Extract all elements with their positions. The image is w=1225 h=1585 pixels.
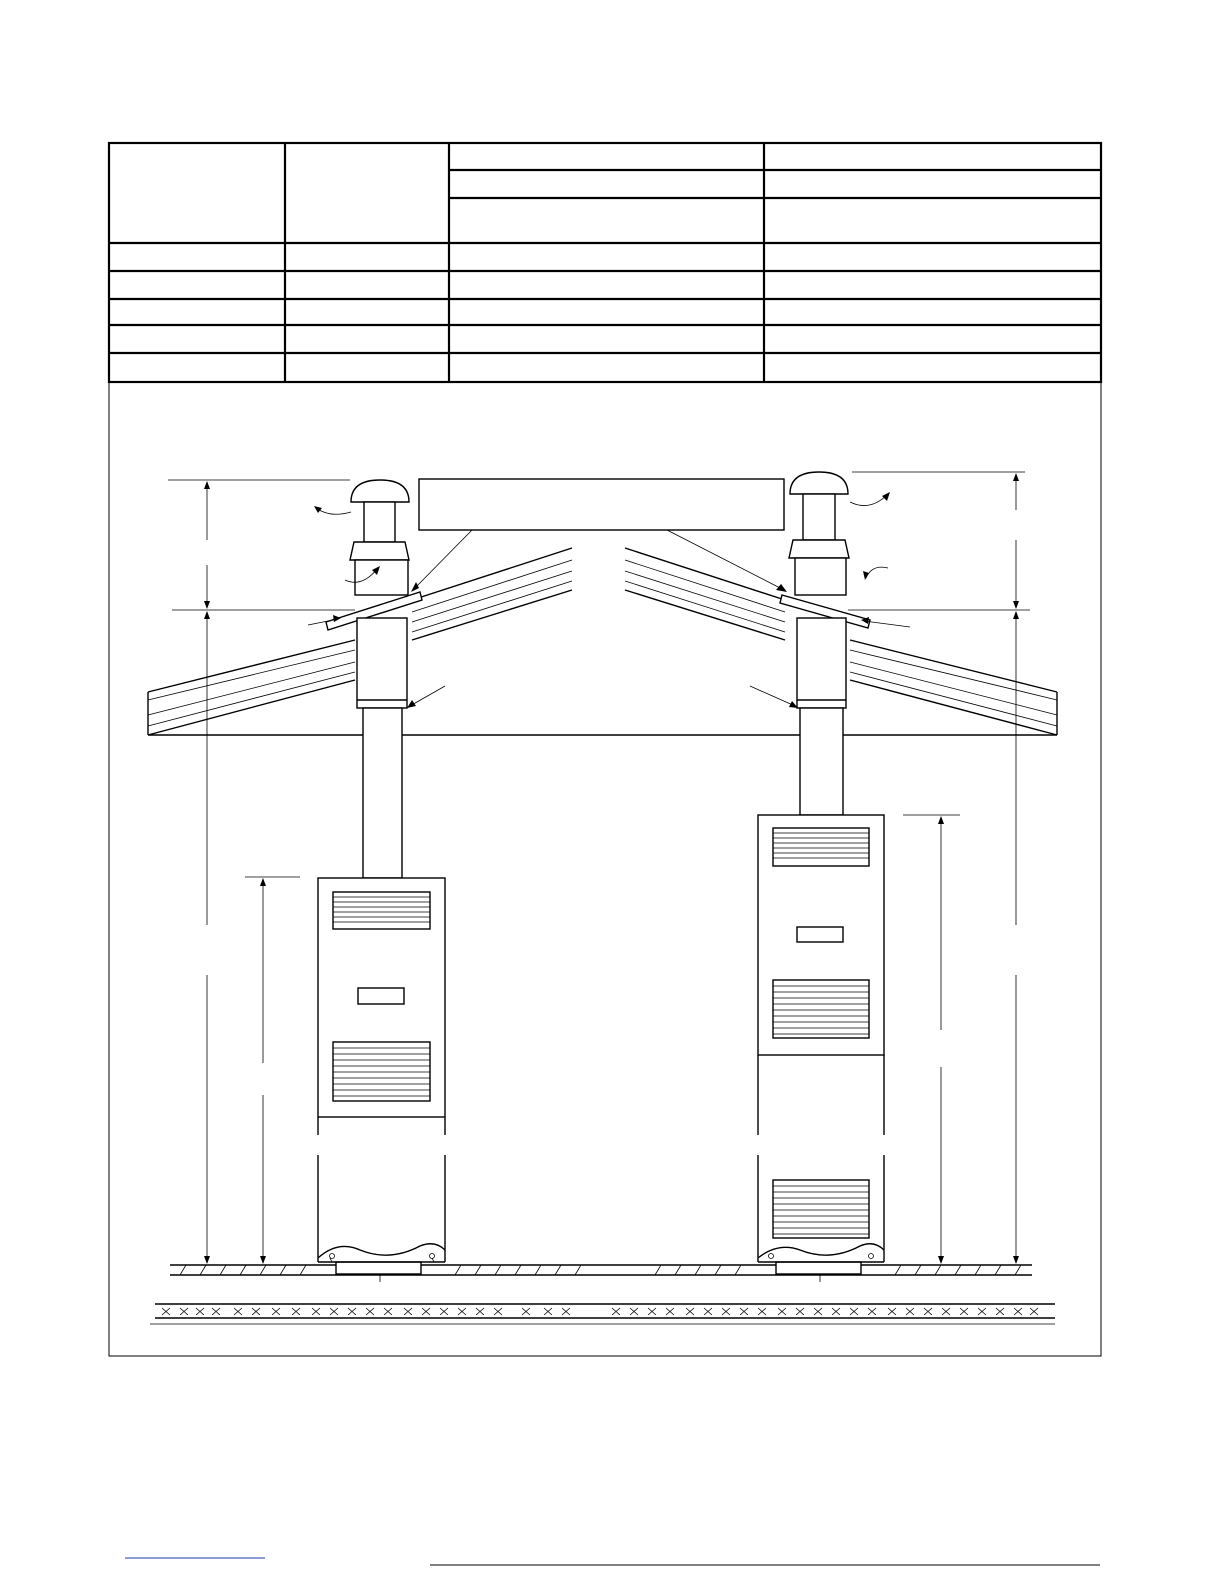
dim-arrowhead — [1013, 611, 1019, 619]
dim-arrowhead — [204, 611, 210, 619]
dim-arrowhead — [260, 878, 266, 886]
right-vent-cap — [790, 472, 848, 494]
left-vent-pipe-roof-section — [357, 618, 407, 708]
roof-edge-line — [625, 560, 785, 612]
left-vent-pipe-upper — [355, 560, 408, 595]
left-exhaust-arrowhead — [314, 506, 322, 513]
dim-arrowhead — [938, 816, 944, 824]
roof-edge-line — [148, 650, 355, 700]
callout-box — [411, 479, 787, 592]
left-ceiling-arrowhead — [407, 700, 416, 708]
right-furnace — [758, 815, 884, 1262]
left-storm-collar — [350, 542, 409, 560]
right-vent-pipe — [800, 708, 843, 815]
callout-leader-left — [413, 530, 472, 590]
left-vent-cap-neck — [364, 502, 395, 542]
joist-cross-marks — [162, 1308, 1038, 1315]
left-lower-louver — [333, 1042, 430, 1101]
right-middle-louver-frame — [773, 980, 869, 1038]
right-nameplate — [797, 927, 843, 942]
left-nameplate — [358, 988, 404, 1004]
roof-edge-line — [412, 548, 572, 600]
right-upper-louver — [773, 828, 869, 866]
dim-arrowhead — [204, 1256, 210, 1264]
right-vent-pipe-roof-section — [797, 618, 846, 708]
roof-edge-line — [625, 548, 785, 600]
right-floor-base — [776, 1262, 861, 1274]
roof-edge-line — [412, 581, 572, 632]
right-intake-arrow — [866, 567, 888, 578]
left-upper-louver — [333, 892, 430, 929]
left-furnace — [318, 878, 445, 1262]
right-flashing-leader — [864, 621, 910, 627]
callout-box-frame — [419, 479, 784, 530]
left-screw-icon — [430, 1254, 435, 1259]
right-screw-icon — [769, 1254, 774, 1259]
dim-arrowhead — [260, 1256, 266, 1264]
dim-arrowhead — [1013, 1256, 1019, 1264]
roof-edge-line — [412, 590, 572, 640]
right-cabinet-break-line — [758, 1244, 884, 1258]
right-vent-cap-neck — [803, 494, 835, 540]
right-intake-arrowhead — [863, 571, 869, 580]
right-storm-collar — [789, 540, 849, 558]
left-vent-cap — [351, 480, 409, 502]
left-upper-louver-frame — [333, 892, 430, 929]
right-upper-louver-frame — [773, 828, 869, 866]
roof-edge-line — [850, 672, 1057, 726]
roof-edge-line — [148, 672, 355, 726]
left-vent-pipe — [363, 708, 402, 878]
right-exhaust-arrowhead — [882, 492, 890, 501]
roof-edge-line — [412, 560, 572, 612]
roof — [148, 548, 1057, 735]
dimension-lines — [168, 472, 1030, 1264]
floor-hatching — [180, 1265, 1021, 1275]
spec-table-frame — [109, 143, 1101, 382]
left-cabinet-break-line — [318, 1244, 445, 1258]
right-exhaust-arrow — [850, 494, 888, 506]
callout-arrowhead-right — [776, 584, 787, 592]
left-screw-icon — [330, 1254, 335, 1259]
dim-arrowhead — [204, 601, 210, 609]
right-lower-louver — [773, 1180, 869, 1238]
roof-edge-line — [850, 650, 1057, 700]
right-middle-louver — [773, 980, 869, 1038]
dim-arrowhead — [1013, 473, 1019, 481]
right-screw-icon — [869, 1254, 874, 1259]
right-vent-pipe-upper — [795, 558, 846, 595]
dim-arrowhead — [938, 1256, 944, 1264]
roof-edge-line — [850, 640, 1057, 692]
spec-table — [109, 143, 1101, 382]
roof-edge-line — [625, 581, 785, 632]
left-floor-base — [336, 1262, 421, 1274]
dim-arrowhead — [1013, 601, 1019, 609]
dim-arrowhead — [204, 481, 210, 489]
left-lower-louver-frame — [333, 1042, 430, 1101]
callout-arrowhead-left — [411, 582, 419, 592]
right-ceiling-leader — [750, 686, 795, 706]
left-ceiling-leader — [410, 686, 445, 706]
right-lower-louver-frame — [773, 1180, 869, 1238]
floor — [150, 1262, 1055, 1324]
roof-edge-line — [625, 590, 785, 640]
roof-edge-line — [148, 640, 355, 692]
